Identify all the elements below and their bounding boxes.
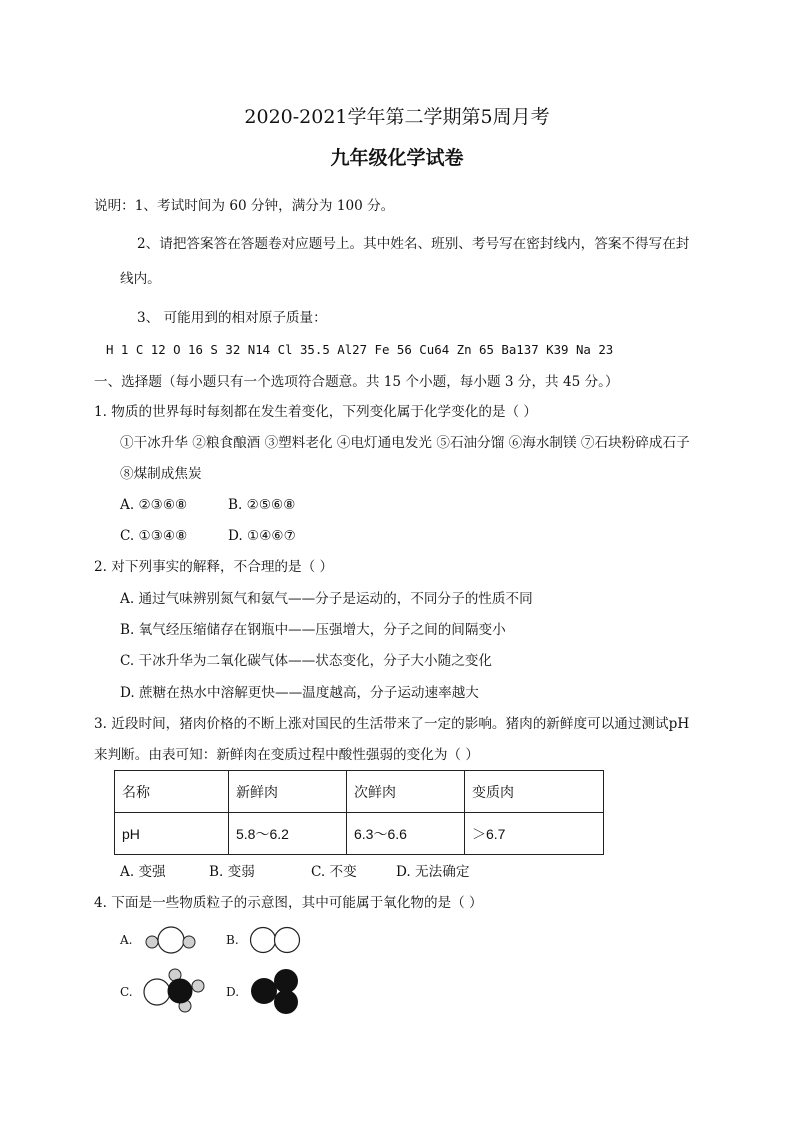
q3-option-c: C. 不变	[311, 864, 357, 880]
large-black-atom	[274, 969, 298, 993]
atomic-masses: H 1 C 12 O 16 S 32 N14 Cl 35.5 Al27 Fe 56 Cu64 Zn 65 Ba137 K39 Na 23	[106, 342, 614, 357]
q1-option-b: B. ②⑤⑥⑧	[228, 497, 296, 513]
small-gray-atom	[146, 936, 158, 948]
small-gray-atom	[183, 936, 195, 948]
q2-option-b: B. 氧气经压缩储存在钢瓶中——压强增大，分子之间的间隔变小	[120, 622, 506, 638]
q1-items-cont: ⑧煤制成焦炭	[120, 466, 202, 482]
instruction-line-3: 3、 可能用到的相对原子质量：	[137, 310, 327, 326]
q4-label-b: B.	[226, 933, 239, 947]
table-row	[115, 813, 604, 855]
q4-label-c: C.	[120, 985, 133, 999]
q2-option-a: A. 通过气味辨别氮气和氨气——分子是运动的，不同分子的性质不同	[120, 591, 533, 607]
ph-table	[114, 770, 604, 855]
table-header-cell: 次鲜肉	[347, 771, 465, 813]
instruction-line-1: 说明：1、考试时间为 60 分钟，满分为 100 分。	[94, 198, 395, 214]
section-heading: 一、选择题（每小题只有一个选项符合题意。共 15 个小题，每小题 3 分，共 45 分。）	[94, 374, 619, 390]
molecule-diagram-a	[140, 922, 200, 958]
q2-option-d: D. 蔗糖在热水中溶解更快——温度越高，分子运动速率越大	[120, 685, 479, 701]
q4-label-a: A.	[120, 933, 133, 947]
q3-option-a: A. 变强	[120, 864, 166, 880]
exam-title: 2020-2021学年第二学期第5周月考	[244, 106, 550, 128]
large-black-atom	[251, 978, 277, 1004]
q3-option-b: B. 变弱	[209, 864, 255, 880]
molecule-diagram-c	[140, 966, 210, 1016]
table-header-cell: 新鲜肉	[229, 771, 347, 813]
small-gray-atom	[192, 980, 204, 992]
q3-stem: 3. 近段时间，猪肉价格的不断上涨对国民的生活带来了一定的影响。猪肉的新鲜度可以通过测试pH	[94, 716, 690, 732]
q3-stem-cont: 来判断。由表可知：新鲜肉在变质过程中酸性强弱的变化为（ ）	[94, 747, 479, 763]
q4-stem: 4. 下面是一些物质粒子的示意图，其中可能属于氧化物的是（ ）	[94, 895, 483, 911]
instruction-line-2-cont: 线内。	[120, 271, 161, 287]
large-black-atom	[274, 990, 298, 1014]
q1-items: ①干冰升华 ②粮食酿酒 ③塑料老化 ④电灯通电发光 ⑤石油分馏 ⑥海水制镁 ⑦石块粉碎成石子	[120, 435, 690, 451]
large-white-atom	[251, 928, 276, 953]
large-white-atom	[144, 979, 170, 1005]
table-cell: ＞6.7	[465, 813, 604, 855]
large-black-atom	[168, 979, 192, 1003]
q2-option-c: C. 干冰升华为二氧化碳气体——状态变化，分子大小随之变化	[120, 653, 492, 669]
exam-subtitle: 九年级化学试卷	[330, 147, 464, 169]
instruction-line-2: 2、请把答案答在答题卷对应题号上。其中姓名、班别、考号写在密封线内，答案不得写在封	[137, 236, 690, 252]
large-white-atom	[158, 927, 184, 953]
q1-stem: 1. 物质的世界每时每刻都在发生着变化，下列变化属于化学变化的是（ ）	[94, 404, 538, 420]
large-white-atom	[275, 928, 300, 953]
q4-label-d: D.	[226, 985, 240, 999]
q1-option-a: A. ②③⑥⑧	[120, 497, 188, 513]
table-header-row	[115, 771, 604, 813]
table-header-cell: 变质肉	[465, 771, 604, 813]
q1-option-d: D. ①④⑥⑦	[228, 528, 296, 544]
table-cell: 5.8～6.2	[229, 813, 347, 855]
q3-option-d: D. 无法确定	[396, 864, 470, 880]
table-cell: pH	[115, 813, 229, 855]
table-cell: 6.3～6.6	[347, 813, 465, 855]
table-header-cell: 名称	[115, 771, 229, 813]
q1-option-c: C. ①③④⑧	[120, 528, 188, 544]
q2-stem: 2. 对下列事实的解释，不合理的是（ ）	[94, 559, 334, 575]
molecule-diagram-b	[246, 922, 306, 958]
molecule-diagram-d	[246, 964, 306, 1018]
